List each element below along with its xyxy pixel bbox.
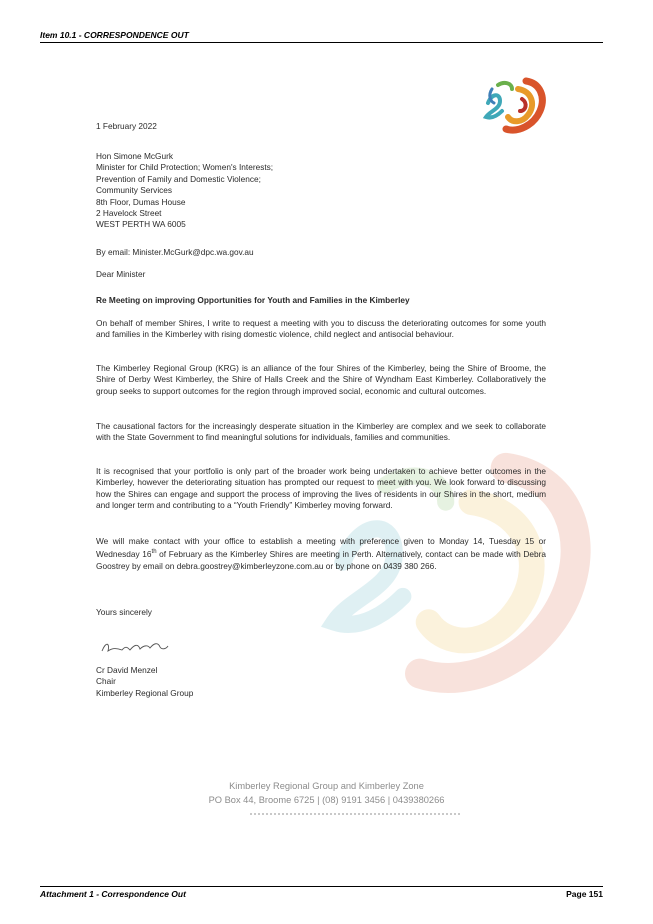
- cropped-text-remnant: [250, 813, 460, 818]
- letter-date: 1 February 2022: [96, 121, 157, 131]
- recipient-line: Minister for Child Protection; Women's Interests;: [96, 162, 274, 173]
- handwritten-signature: [100, 639, 170, 655]
- recipient-line: WEST PERTH WA 6005: [96, 219, 186, 230]
- signatory-org: Kimberley Regional Group: [96, 687, 194, 698]
- closing: Yours sincerely: [96, 607, 152, 617]
- signatory-name: Cr David Menzel: [96, 665, 158, 675]
- salutation: Dear Minister: [96, 269, 146, 279]
- body-paragraph: The Kimberley Regional Group (KRG) is an alliance of the four Shires of the Kimberley, being the Shire of Broome, the Shire of Derby West Kimberley, the Shire of Halls Creek and the Shire of Wyndham East Kimberley. Collaboratively the group seeks to support outcomes for the region through improved social, economic and cultural outcomes.: [96, 363, 546, 396]
- signatory-title: Chair: [96, 676, 116, 687]
- body-paragraph: The causational factors for the increasingly desperate situation in the Kimberley are complex and we seek to collaborate with the State Government to find meaningful solutions for individuals, families and communities.: [96, 421, 546, 443]
- letterhead-org: Kimberley Regional Group and Kimberley Zone: [229, 781, 424, 791]
- recipient-line: Community Services: [96, 185, 173, 196]
- body-paragraph: It is recognised that your portfolio is only part of the broader work being undertaken to achieve better outcomes in the Kimberley, however the deteriorating situation has prompted our request to meet with you. We look forward to discussing how the Shires can engage and support the process of improving the lives of residents in our Shires in the short, medium and longer term and contributing to a “Youth Friendly” Kimberley moving forward.: [96, 466, 546, 511]
- body-paragraph: [96, 536, 546, 572]
- ordinal-suffix: th: [151, 549, 157, 556]
- paragraph-text: We will make contact with your office to establish a meeting with preference given to Monday 14, Tuesday 15 or Wednesday 16: [96, 536, 546, 560]
- signatory-block: [96, 665, 193, 699]
- paragraph-text: of February as the Kimberley Shires are meeting in Perth. Alternatively, contact can be made with Debra Goostrey by email on debra.goostrey@kimberleyzone.com.au or by phone on 0439 380 266.: [96, 549, 547, 571]
- email-line: By email: Minister.McGurk@dpc.wa.gov.au: [96, 247, 254, 257]
- page-number: Page 151: [566, 889, 603, 899]
- attachment-label: Attachment 1 - Correspondence Out: [40, 889, 186, 899]
- body-paragraph: On behalf of member Shires, I write to request a meeting with you to discuss the deteriorating outcomes for some youth and families in the Kimberley with rising domestic violence, child neglect and antisocial behaviour.: [96, 318, 546, 340]
- recipient-line: 8th Floor, Dumas House: [96, 196, 186, 207]
- recipient-address: [96, 151, 273, 231]
- page-footer: [40, 886, 603, 899]
- recipient-line: Prevention of Family and Domestic Violence;: [96, 173, 261, 184]
- page-header: Item 10.1 - CORRESPONDENCE OUT: [40, 30, 603, 43]
- recipient-line: Hon Simone McGurk: [96, 151, 174, 161]
- letterhead-contact: PO Box 44, Broome 6725 | (08) 9191 3456 | 0439380266: [208, 795, 445, 805]
- subject-line: Re Meeting on improving Opportunities for Youth and Families in the Kimberley: [96, 295, 410, 305]
- recipient-line: 2 Havelock Street: [96, 208, 162, 219]
- kimberley-logo: [478, 75, 548, 137]
